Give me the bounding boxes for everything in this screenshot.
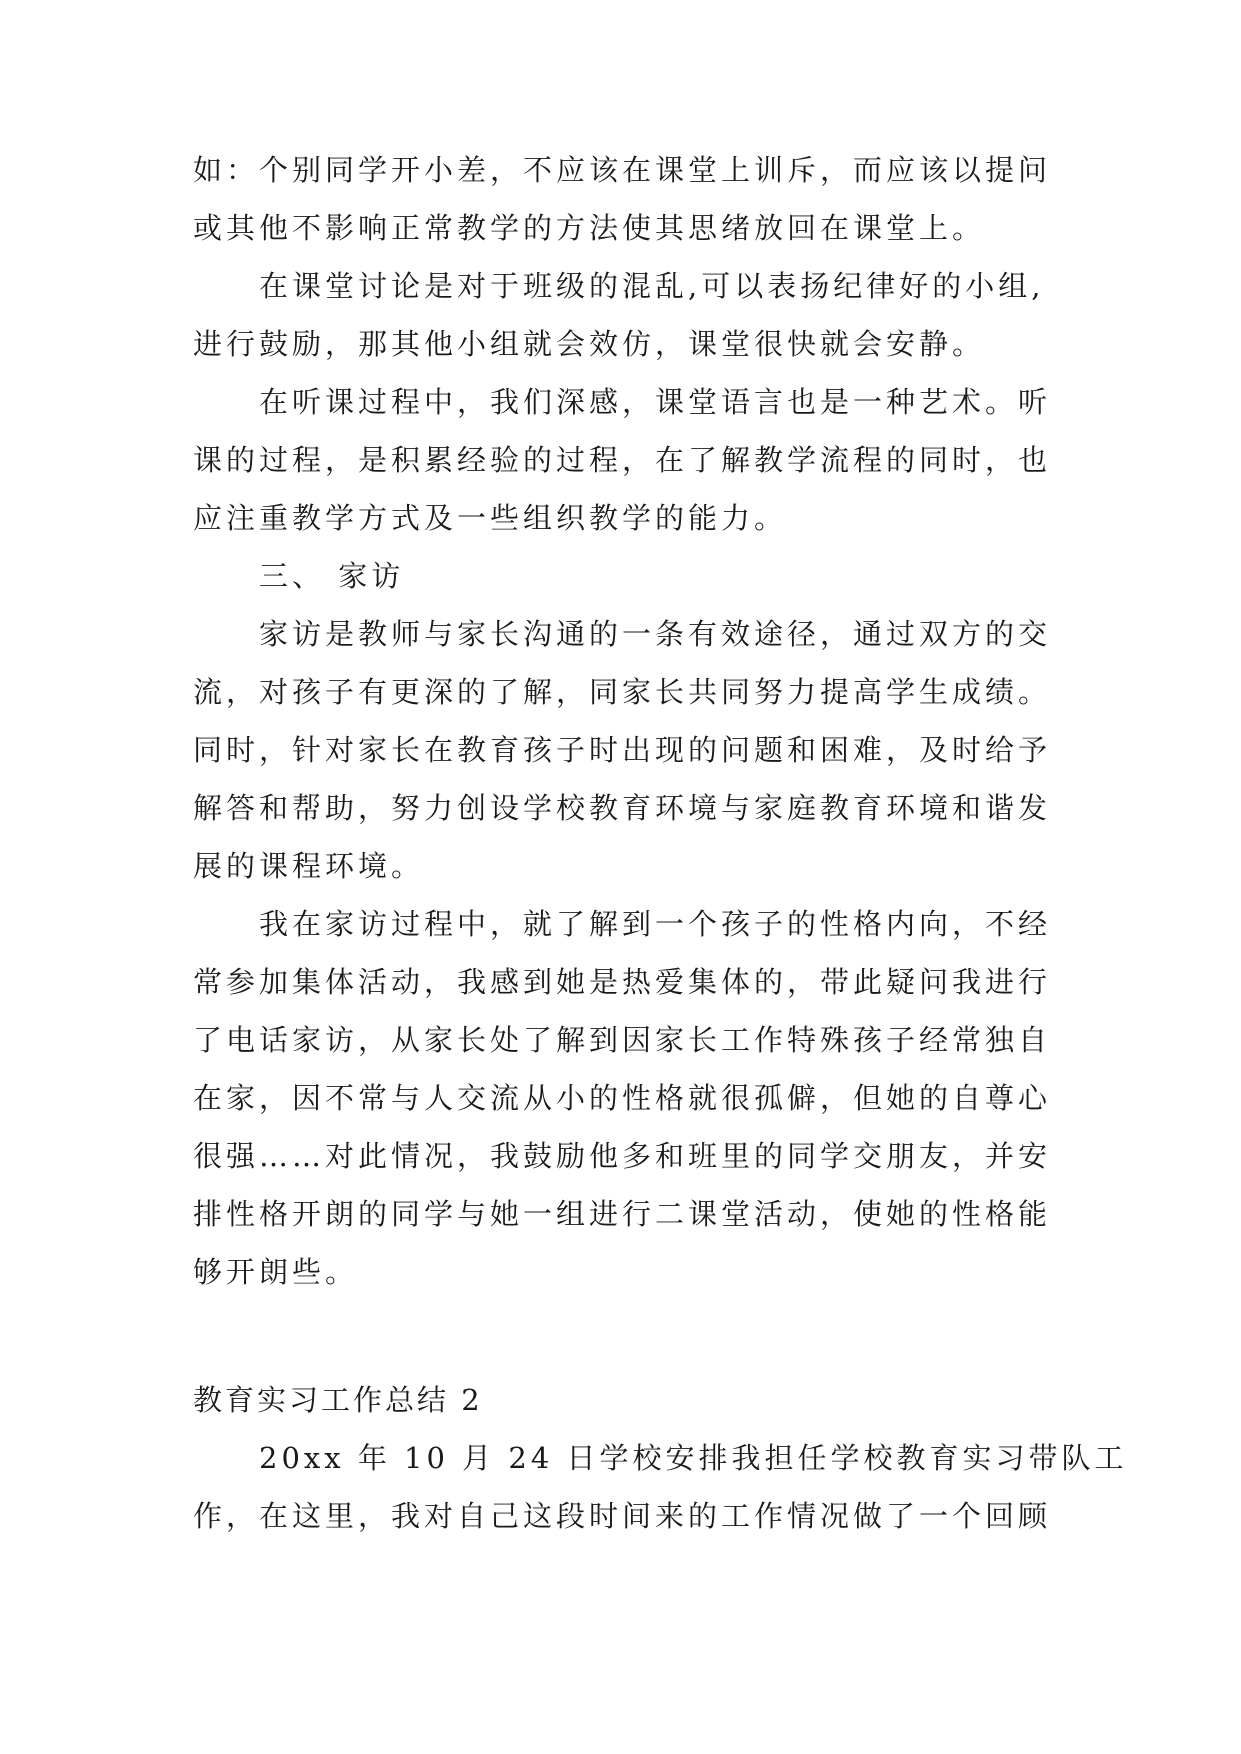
text-line: 课的过程，是积累经验的过程，在了解教学流程的同时，也 xyxy=(193,443,1052,477)
text-line: 我在家访过程中，就了解到一个孩子的性格内向，不经 xyxy=(259,907,1052,941)
text-line: 在听课过程中，我们深感，课堂语言也是一种艺术。听 xyxy=(259,385,1052,419)
text-line: 如：个别同学开小差，不应该在课堂上训斥，而应该以提问 xyxy=(193,153,1052,187)
text-line: 在课堂讨论是对于班级的混乱,可以表扬纪律好的小组, xyxy=(259,269,1045,303)
text-line: 流，对孩子有更深的了解，同家长共同努力提高学生成绩。 xyxy=(193,675,1052,709)
text-line: 解答和帮助，努力创设学校教育环境与家庭教育环境和谐发 xyxy=(193,791,1052,825)
text-line: 或其他不影响正常教学的方法使其思绪放回在课堂上。 xyxy=(193,211,986,245)
text-line: 够开朗些。 xyxy=(193,1255,359,1289)
text-line: 排性格开朗的同学与她一组进行二课堂活动，使她的性格能 xyxy=(193,1197,1052,1231)
text-line: 应注重教学方式及一些组织教学的能力。 xyxy=(193,501,788,535)
section-heading: 三、 家访 xyxy=(259,559,405,593)
text-line: 进行鼓励，那其他小组就会效仿，课堂很快就会安静。 xyxy=(193,327,986,361)
text-line: 了电话家访，从家长处了解到因家长工作特殊孩子经常独自 xyxy=(193,1023,1052,1057)
text-line: 作，在这里，我对自己这段时间来的工作情况做了一个回顾 xyxy=(193,1499,1052,1533)
article-title: 教育实习工作总结 2 xyxy=(193,1383,483,1417)
text-line: 展的课程环境。 xyxy=(193,849,425,883)
text-line: 同时，针对家长在教育孩子时出现的问题和困难，及时给予 xyxy=(193,733,1052,767)
text-line: 家访是教师与家长沟通的一条有效途径，通过双方的交 xyxy=(259,617,1052,651)
text-line: 常参加集体活动，我感到她是热爱集体的，带此疑问我进行 xyxy=(193,965,1052,999)
text-line: 在家，因不常与人交流从小的性格就很孤僻，但她的自尊心 xyxy=(193,1081,1052,1115)
text-line: 很强……对此情况，我鼓励他多和班里的同学交朋友，并安 xyxy=(193,1139,1052,1173)
text-line: 20xx 年 10 月 24 日学校安排我担任学校教育实习带队工 xyxy=(259,1441,1128,1475)
